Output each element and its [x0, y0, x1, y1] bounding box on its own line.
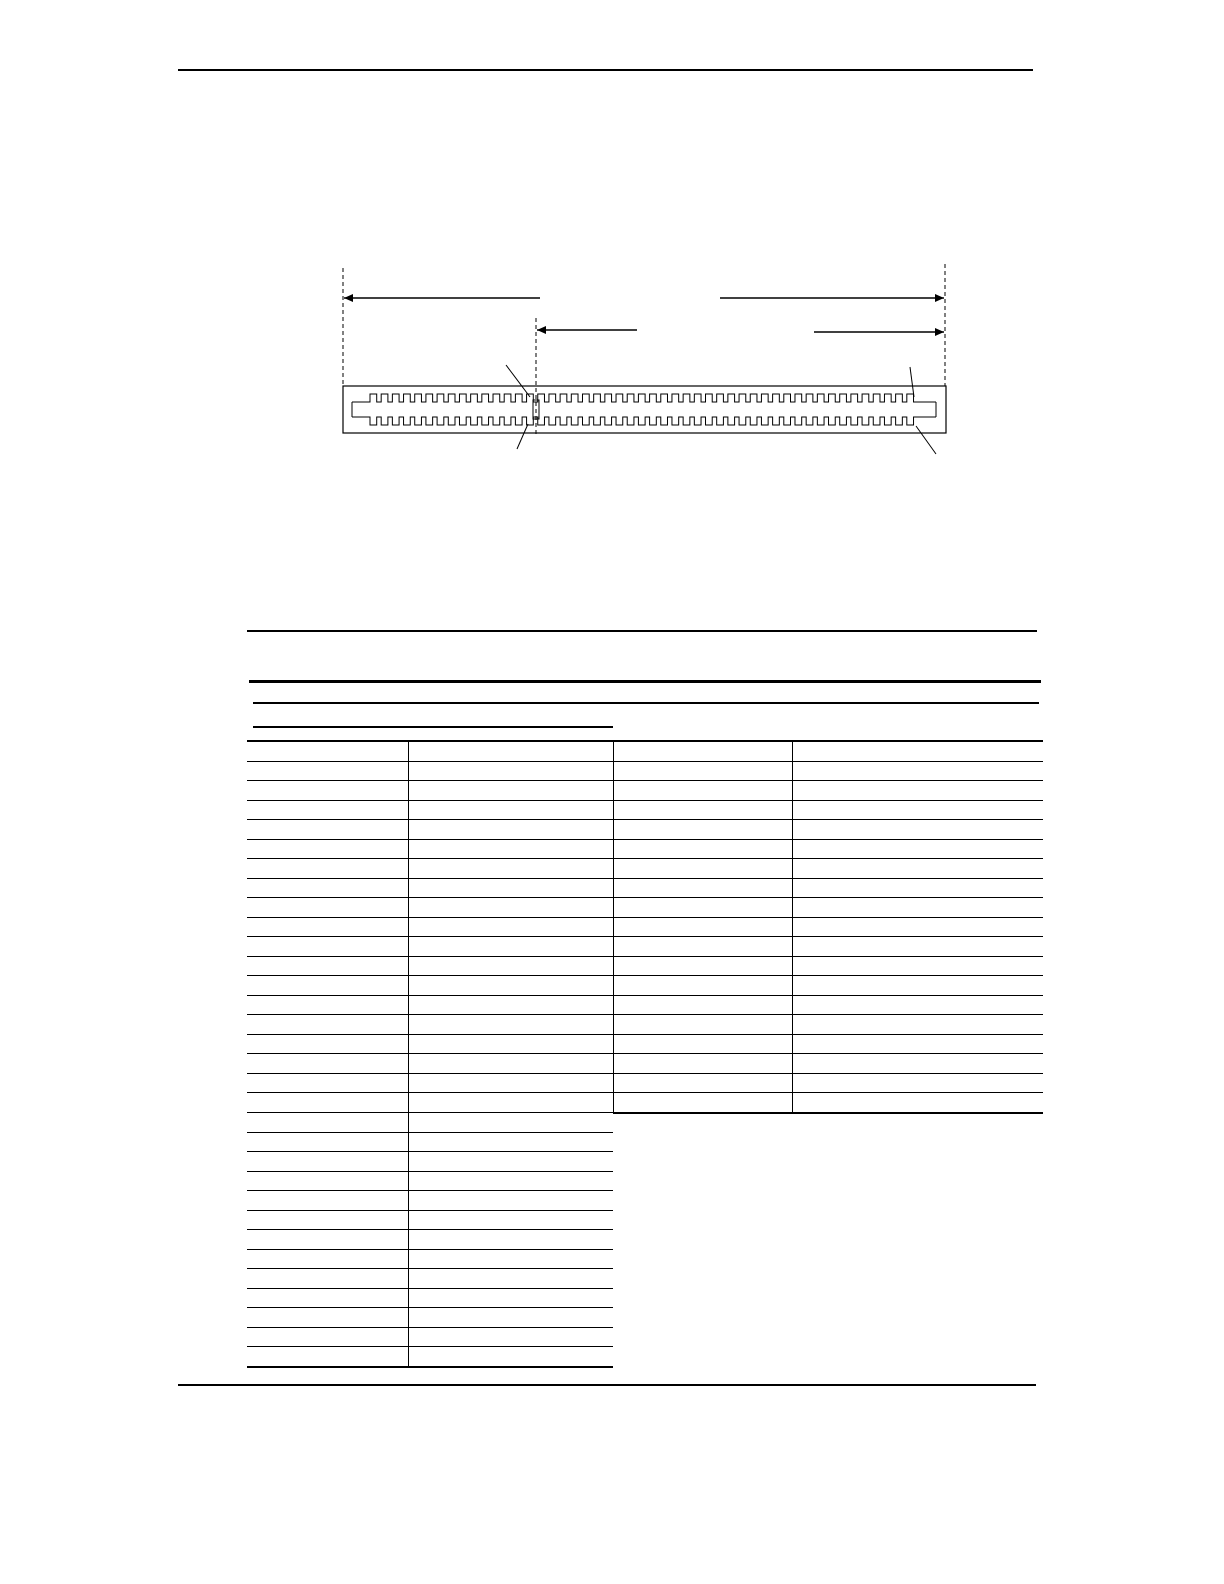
- table-cell: [792, 1269, 1043, 1289]
- table-cell: [408, 1191, 613, 1211]
- table-cell: [408, 1308, 613, 1328]
- table-cell: [792, 859, 1043, 879]
- table-cell: [613, 898, 792, 918]
- table-cell: [408, 1152, 613, 1172]
- table-cell: [792, 1308, 1043, 1328]
- table-row: [247, 1015, 1043, 1035]
- table-row: [247, 1171, 1043, 1191]
- table-cell: [613, 1132, 792, 1152]
- table-cell: [792, 800, 1043, 820]
- table-cell: [247, 1152, 408, 1172]
- table-cell: [247, 976, 408, 996]
- table-cell: [247, 1073, 408, 1093]
- table-cell: [792, 1288, 1043, 1308]
- table-cell: [247, 1132, 408, 1152]
- table-cell: [247, 1308, 408, 1328]
- table-cell: [792, 1015, 1043, 1035]
- table-cell: [247, 1034, 408, 1054]
- table-cell: [792, 1073, 1043, 1093]
- table-cell: [247, 956, 408, 976]
- table-row: [247, 878, 1043, 898]
- table-top-rule-thick: [249, 680, 1041, 683]
- connector-body: [343, 386, 946, 433]
- table-row: [247, 956, 1043, 976]
- table-cell: [792, 1191, 1043, 1211]
- table-cell: [613, 995, 792, 1015]
- table-cell: [408, 1015, 613, 1035]
- table-cell: [792, 820, 1043, 840]
- table-cell: [247, 1171, 408, 1191]
- table-row: [247, 1269, 1043, 1289]
- table-cell: [408, 1327, 613, 1347]
- table-group-rule: [253, 726, 613, 728]
- table-row: [247, 1347, 1043, 1367]
- table-cell: [247, 1230, 408, 1250]
- table-row: [247, 761, 1043, 781]
- table-cell: [408, 1113, 613, 1133]
- table-cell: [408, 1249, 613, 1269]
- table-cell: [408, 781, 613, 801]
- pin-assignment-table: [247, 740, 1043, 1368]
- table-cell: [408, 741, 613, 761]
- table-cell: [792, 1249, 1043, 1269]
- table-cell: [792, 917, 1043, 937]
- table-row: [247, 741, 1043, 761]
- table-cell: [792, 781, 1043, 801]
- top-contact-row: [352, 394, 936, 402]
- table-cell: [247, 1054, 408, 1074]
- table-cell: [613, 800, 792, 820]
- table-cell: [247, 859, 408, 879]
- table-cell: [613, 1152, 792, 1172]
- table-cell: [247, 1347, 408, 1367]
- table-cell: [613, 1113, 792, 1133]
- table-cell: [247, 937, 408, 957]
- table-cell: [792, 1132, 1043, 1152]
- table-cell: [247, 917, 408, 937]
- table-cell: [247, 741, 408, 761]
- table-cell: [613, 859, 792, 879]
- table-cell: [247, 1288, 408, 1308]
- table-cell: [613, 1093, 792, 1113]
- table-cell: [408, 1288, 613, 1308]
- table-cell: [792, 976, 1043, 996]
- table-cell: [792, 839, 1043, 859]
- table-row: [247, 1093, 1043, 1113]
- table-cell: [613, 976, 792, 996]
- table-cell: [792, 1171, 1043, 1191]
- table-cell: [247, 781, 408, 801]
- table-cell: [247, 761, 408, 781]
- table-cell: [408, 995, 613, 1015]
- table-cell: [408, 859, 613, 879]
- table-cell: [408, 800, 613, 820]
- table-cell: [613, 781, 792, 801]
- table-row: [247, 1230, 1043, 1250]
- table-cell: [613, 820, 792, 840]
- table-row: [247, 1308, 1043, 1328]
- table-cell: [408, 917, 613, 937]
- table-cell: [247, 995, 408, 1015]
- table-row: [247, 1132, 1043, 1152]
- table-cell: [792, 1093, 1043, 1113]
- table-row: [247, 800, 1043, 820]
- table-cell: [792, 1054, 1043, 1074]
- key-leader-top: [506, 365, 530, 397]
- table-cell: [792, 937, 1043, 957]
- table-cell: [247, 839, 408, 859]
- table-cell: [613, 1210, 792, 1230]
- table-row: [247, 917, 1043, 937]
- table-cell: [613, 1269, 792, 1289]
- table-cell: [613, 1073, 792, 1093]
- table-cell: [613, 1171, 792, 1191]
- end-leader-top: [910, 367, 914, 397]
- table-row: [247, 859, 1043, 879]
- bottom-contact-row: [352, 417, 936, 425]
- table-cell: [792, 1210, 1043, 1230]
- table-cell: [613, 1347, 792, 1367]
- key-leader-bottom: [517, 424, 528, 449]
- table-cell: [792, 1152, 1043, 1172]
- table-cell: [247, 820, 408, 840]
- table-cell: [613, 1327, 792, 1347]
- table-cell: [408, 1210, 613, 1230]
- table-cell: [408, 937, 613, 957]
- table-row: [247, 820, 1043, 840]
- table-cell: [792, 1327, 1043, 1347]
- table-cell: [792, 1034, 1043, 1054]
- table-row: [247, 1054, 1043, 1074]
- table-cell: [613, 1034, 792, 1054]
- table-cell: [613, 1230, 792, 1250]
- table-row: [247, 1152, 1043, 1172]
- table-cell: [792, 898, 1043, 918]
- table-cell: [247, 1093, 408, 1113]
- table-cell: [408, 1034, 613, 1054]
- table-top-rule: [253, 702, 1039, 704]
- table-cell: [792, 1113, 1043, 1133]
- table-cell: [613, 1308, 792, 1328]
- table-row: [247, 995, 1043, 1015]
- table-cell: [247, 1015, 408, 1035]
- table-row: [247, 1249, 1043, 1269]
- table-cell: [613, 1288, 792, 1308]
- table-cell: [247, 1191, 408, 1211]
- table-row: [247, 976, 1043, 996]
- table-cell: [247, 1327, 408, 1347]
- table-cell: [408, 1347, 613, 1367]
- table-cell: [613, 956, 792, 976]
- table-cell: [247, 898, 408, 918]
- footer-rule: [178, 1384, 1036, 1386]
- table-row: [247, 1191, 1043, 1211]
- table-cell: [792, 956, 1043, 976]
- table-cell: [613, 1191, 792, 1211]
- table-cell: [247, 1210, 408, 1230]
- table-cell: [613, 1054, 792, 1074]
- table-cell: [408, 976, 613, 996]
- table-row: [247, 937, 1043, 957]
- table-cell: [408, 1054, 613, 1074]
- table-row: [247, 898, 1043, 918]
- table-cell: [792, 1230, 1043, 1250]
- table-cell: [792, 1347, 1043, 1367]
- table-cell: [613, 878, 792, 898]
- table-cell: [792, 995, 1043, 1015]
- table-cell: [408, 820, 613, 840]
- table-cell: [613, 1249, 792, 1269]
- table-cell: [247, 800, 408, 820]
- table-cell: [613, 937, 792, 957]
- table-cell: [613, 741, 792, 761]
- table-cell: [408, 1269, 613, 1289]
- table-cell: [613, 839, 792, 859]
- table-cell: [408, 1230, 613, 1250]
- table-row: [247, 1113, 1043, 1133]
- table-cell: [247, 878, 408, 898]
- table-cell: [408, 956, 613, 976]
- table-cell: [613, 1015, 792, 1035]
- table-cell: [792, 741, 1043, 761]
- table-cell: [792, 878, 1043, 898]
- table-row: [247, 1073, 1043, 1093]
- table-cell: [613, 761, 792, 781]
- table-cell: [613, 917, 792, 937]
- table-row: [247, 1327, 1043, 1347]
- table-cell: [408, 761, 613, 781]
- table-cell: [408, 1132, 613, 1152]
- contact-fingers: [352, 394, 936, 425]
- table-row: [247, 1288, 1043, 1308]
- table-row: [247, 1210, 1043, 1230]
- table-cell: [247, 1269, 408, 1289]
- table-row: [247, 839, 1043, 859]
- table-cell: [408, 898, 613, 918]
- table-cell: [408, 1171, 613, 1191]
- table-cell: [408, 878, 613, 898]
- table-cell: [408, 839, 613, 859]
- table-row: [247, 1034, 1043, 1054]
- table-cell: [247, 1249, 408, 1269]
- table-cell: [408, 1093, 613, 1113]
- end-leader-bottom: [916, 426, 936, 454]
- table-cell: [792, 761, 1043, 781]
- table-row: [247, 781, 1043, 801]
- table-caption-rule: [247, 630, 1037, 632]
- table-cell: [247, 1113, 408, 1133]
- connector-diagram: [0, 0, 1224, 600]
- table-cell: [408, 1073, 613, 1093]
